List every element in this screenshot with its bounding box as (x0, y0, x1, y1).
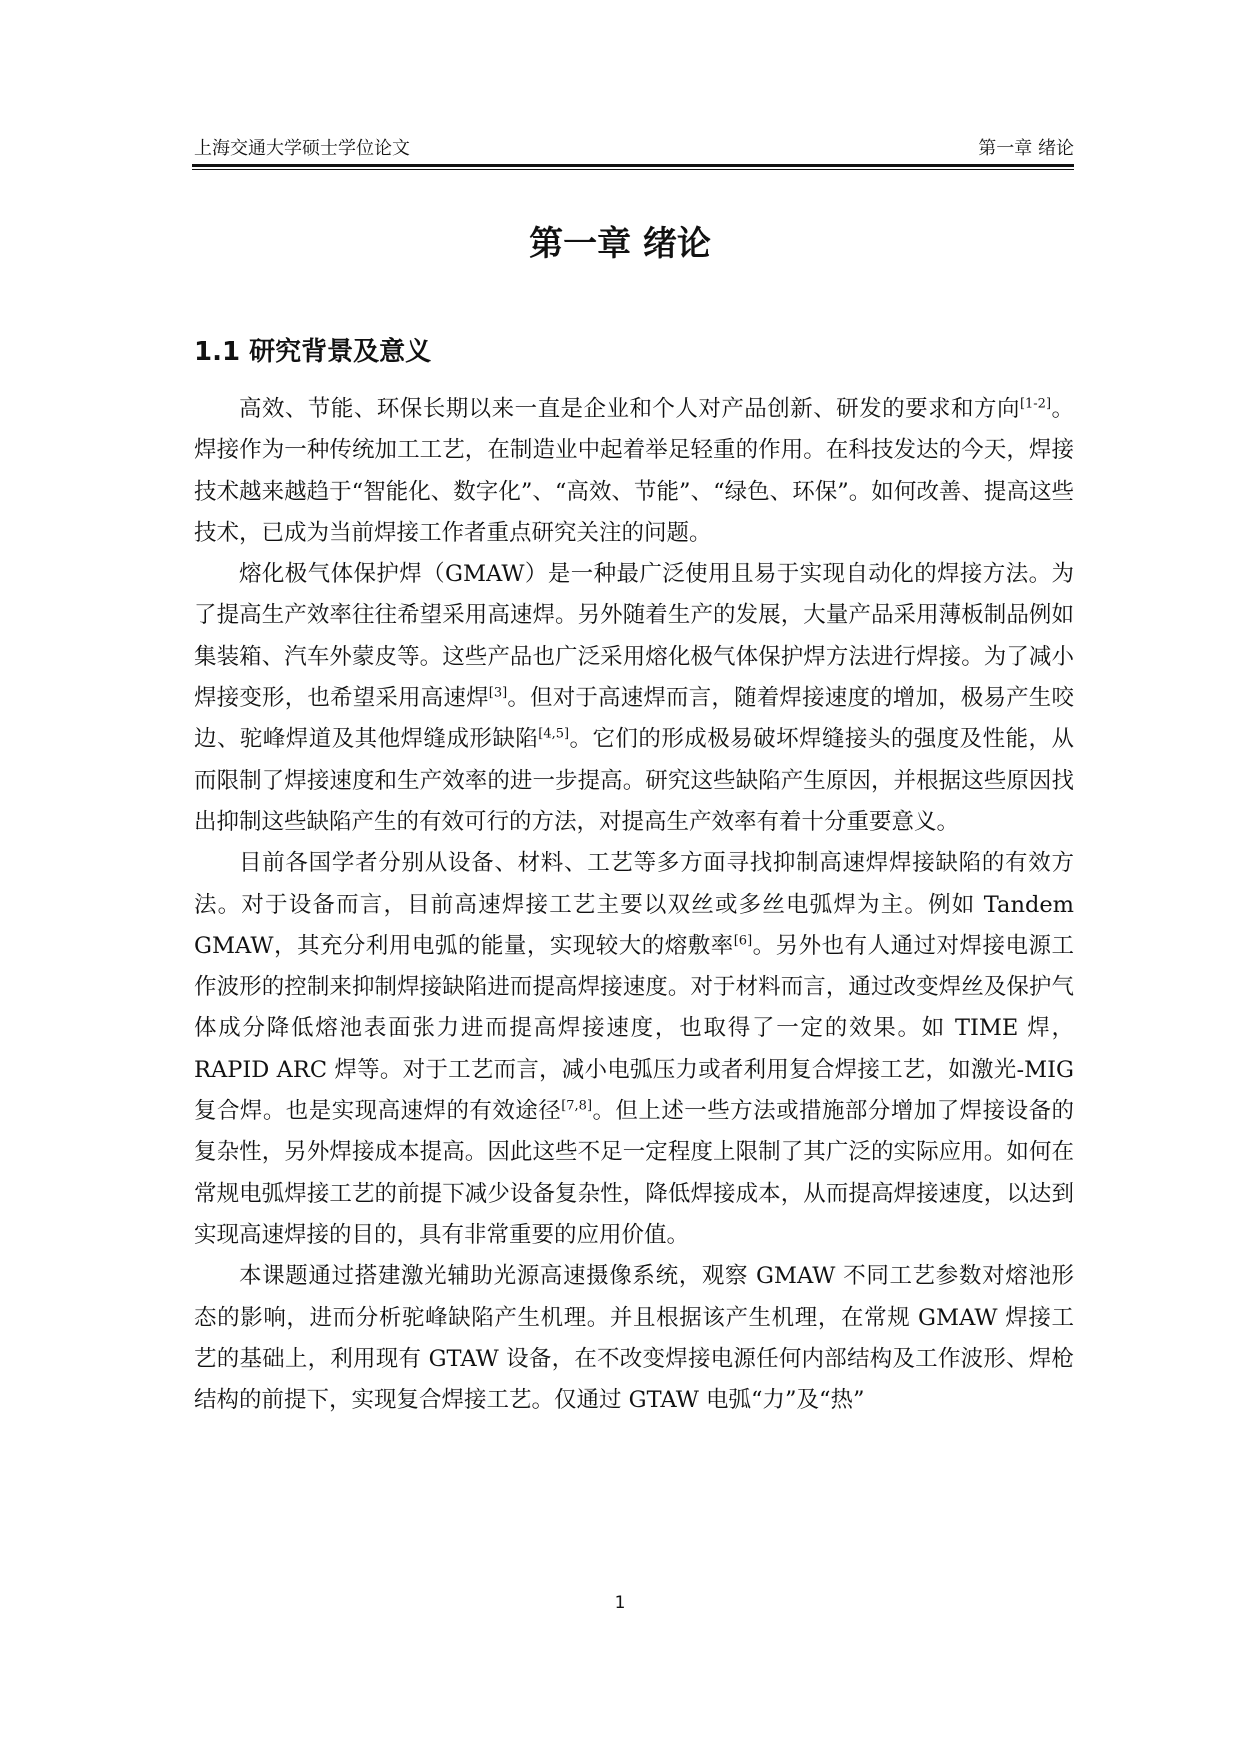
paragraph-text: 。另外也有人通过对焊接电源工作波形的控制来抑制焊接缺陷进而提高焊接速度。对于材料而言，通过改变焊丝及保护气体成分降低熔池表面张力进而提高焊接速度，也取得了一定的效果。如 TIME 焊，RAPID ARC 焊等。对于工艺而言，减小电弧压力或者利用复合焊接工艺，如激光-MIG 复合焊。也是实现高速焊的有效途径 (194, 932, 1074, 1125)
chapter-title: 第一章 绪论 (529, 224, 711, 264)
header-thesis-title: 上海交通大学硕士学位论文 (194, 138, 410, 159)
paragraph-text: 。它们的形成极易破坏焊缝接头的强度及性能，从而限制了焊接速度和生产效率的进一步提高。研究这些缺陷产生原因，并根据这些原因找出抑制这些缺陷产生的有效可行的方法，对提高生产效率有着十分重要意义。 (194, 726, 1074, 835)
paragraph-text: 高效、节能、环保长期以来一直是企业和个人对产品创新、研发的要求和方向 (239, 396, 1020, 422)
citation: [7,8] (561, 1098, 593, 1114)
running-header (194, 136, 1074, 162)
paragraph-text: 熔化极气体保护焊（GMAW）是一种最广泛使用且易于实现自动化的焊接方法。为了提高生产效率往往希望采用高速焊。另外随着生产的发展，大量产品采用薄板制品例如集装箱、汽车外蒙皮等。这些产品也广泛采用熔化极气体保护焊方法进行焊接。为了减小焊接变形，也希望采用高速焊 (194, 561, 1074, 712)
paragraph-1 (194, 389, 1074, 554)
paragraph-text: 。焊接作为一种传统加工工艺，在制造业中起着举足轻重的作用。在科技发达的今天，焊接技术越来越趋于“智能化、数字化”、“高效、节能”、“绿色、环保”。如何改善、提高这些技术，已成为当前焊接工作者重点研究关注的问题。 (194, 396, 1074, 546)
paragraph-3 (194, 843, 1074, 1256)
citation: [3] (488, 685, 508, 701)
header-rule-thick (192, 164, 1074, 167)
body-text (194, 389, 1074, 1421)
paragraph-4 (194, 1256, 1074, 1421)
paragraph-text: 本课题通过搭建激光辅助光源高速摄像系统，观察 GMAW 不同工艺参数对熔池形态的影响，进而分析驼峰缺陷产生机理。并且根据该产生机理，在常规 GMAW 焊接工艺的基础上，利用现有 GTAW 设备，在不改变焊接电源任何内部结构及工作波形、焊枪结构的前提下，实现复合焊接工艺。仅通过 GTAW 电弧“力”及“热” (194, 1263, 1074, 1414)
header-rule-thin (192, 169, 1074, 170)
citation: [1-2] (1019, 396, 1052, 412)
citation: [6] (733, 933, 753, 949)
citation: [4,5] (538, 726, 570, 742)
paragraph-text: 。但上述一些方法或措施部分增加了焊接设备的复杂性，另外焊接成本提高。因此这些不足一定程度上限制了其广泛的实际应用。如何在常规电弧焊接工艺的前提下减少设备复杂性，降低焊接成本，从而提高焊接速度，以达到实现高速焊接的目的，具有非常重要的应用价值。 (194, 1098, 1074, 1248)
header-chapter: 第一章 绪论 (978, 138, 1074, 159)
paragraph-text: 目前各国学者分别从设备、材料、工艺等多方面寻找抑制高速焊焊接缺陷的有效方法。对于设备而言，目前高速焊接工艺主要以双丝或多丝电弧焊为主。例如 Tandem GMAW，其充分利用电弧的能量，实现较大的熔敷率 (194, 850, 1074, 959)
page-number: 1 (614, 1593, 626, 1613)
paragraph-text: 。但对于高速焊而言，随着焊接速度的增加，极易产生咬边、驼峰焊道及其他焊缝成形缺陷 (194, 685, 1074, 753)
paragraph-2 (194, 554, 1074, 843)
section-title: 1.1 研究背景及意义 (194, 337, 432, 367)
